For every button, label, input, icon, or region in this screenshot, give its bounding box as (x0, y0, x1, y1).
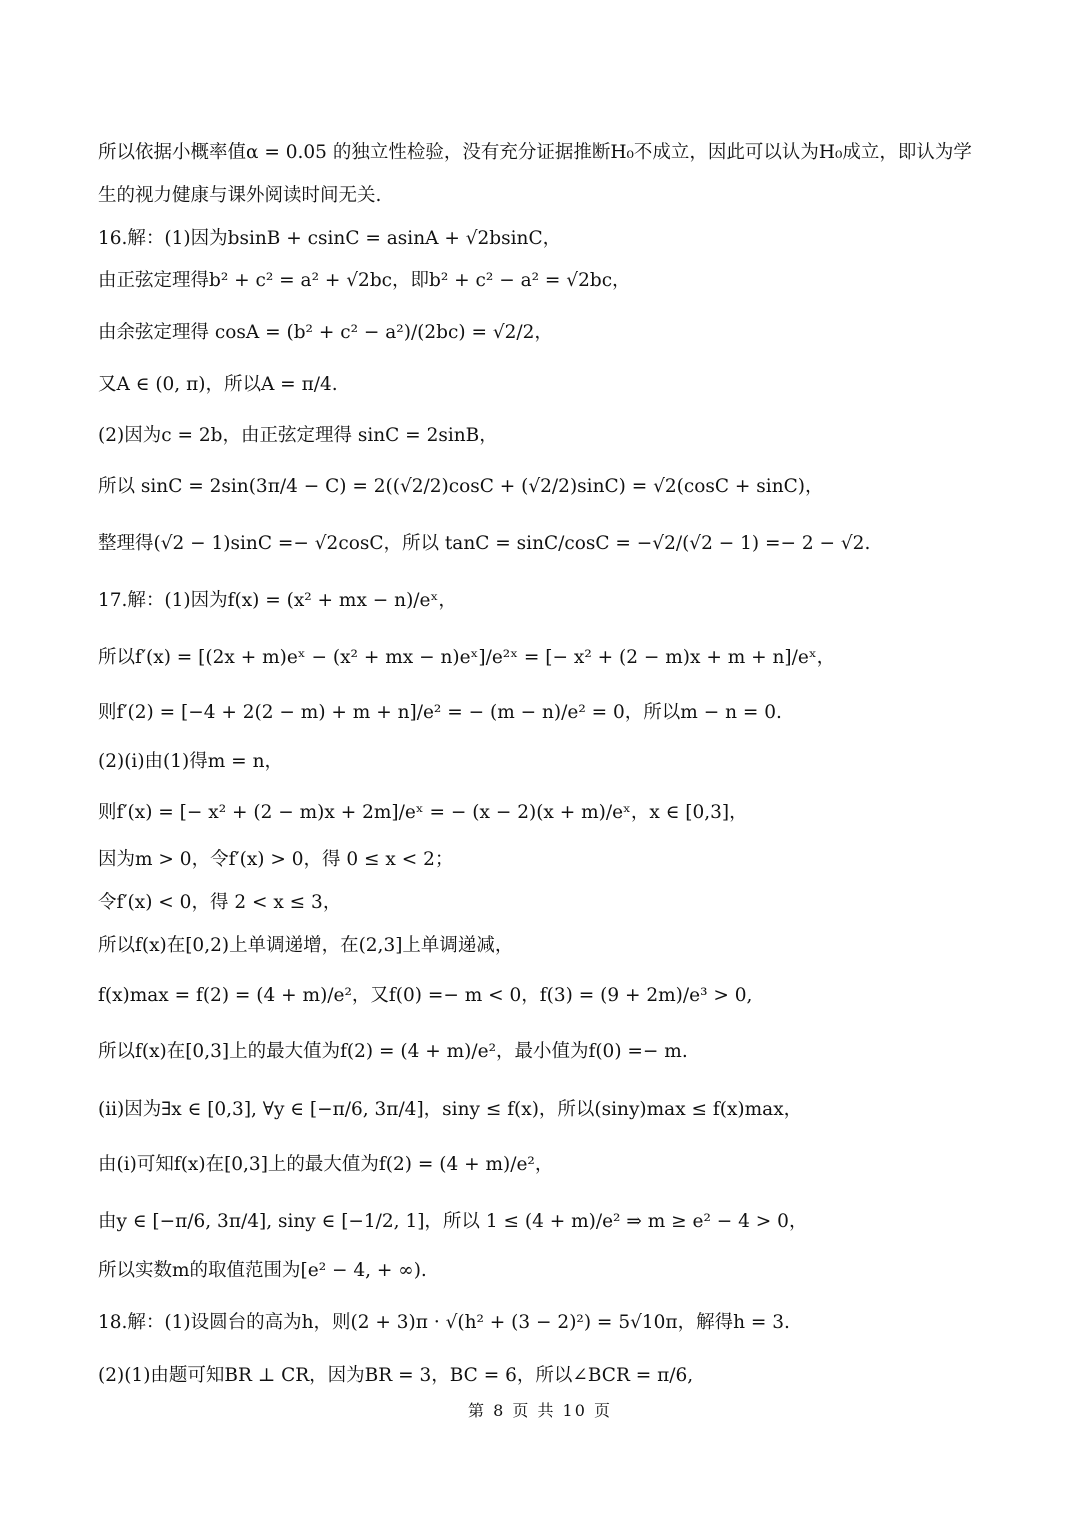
text-line: 所以f′(x) = [(2x + m)eˣ − (x² + mx − n)eˣ]/e²ˣ = [− x² + (2 − m)x + m + n]/eˣ， (98, 647, 836, 668)
text-line: 所以f(x)在[0,3]上的最大值为f(2) = (4 + m)/e²，最小值为f(0) =− m. (98, 1041, 688, 1062)
text-line: 由y ∈ [−π/6, 3π/4], siny ∈ [−1/2, 1]，所以 1 ≤ (4 + m)/e² ⇒ m ≥ e² − 4 > 0， (98, 1211, 808, 1232)
text-line: 由余弦定理得 cosA = (b² + c² − a²)/(2bc) = √2/2， (98, 322, 553, 343)
text-line: 由正弦定理得b² + c² = a² + √2bc，即b² + c² − a² = √2bc， (98, 270, 631, 291)
text-line: (2)(1)由题可知BR ⊥ CR，因为BR = 3，BC = 6，所以∠BCR = π/6, (98, 1365, 694, 1386)
text-line: 则f′(2) = [−4 + 2(2 − m) + m + n]/e² = − (m − n)/e² = 0，所以m − n = 0. (98, 702, 782, 723)
text-line: 整理得(√2 − 1)sinC =− √2cosC，所以 tanC = sinC/cosC = −√2/(√2 − 1) =− 2 − √2. (98, 533, 871, 554)
text-line: 因为m > 0，令f′(x) > 0，得 0 ≤ x < 2； (98, 849, 454, 870)
text-line: 所以实数m的取值范围为[e² − 4, + ∞). (98, 1260, 427, 1281)
text-line: 又A ∈ (0, π)，所以A = π/4. (98, 374, 338, 395)
text-line: 则f′(x) = [− x² + (2 − m)x + 2m]/eˣ = − (x − 2)(x + m)/eˣ，x ∈ [0,3]， (98, 802, 748, 823)
text-line: f(x)max = f(2) = (4 + m)/e²，又f(0) =− m < 0，f(3) = (9 + 2m)/e³ > 0, (98, 985, 753, 1006)
text-line: 所以依据小概率值α = 0.05 的独立性检验，没有充分证据推断H₀不成立，因此可以认为H₀成立，即认为学 (98, 142, 972, 163)
text-line: (ii)因为∃x ∈ [0,3], ∀y ∈ [−π/6, 3π/4]，siny ≤ f(x)，所以(siny)max ≤ f(x)max， (98, 1099, 803, 1120)
problem-18-heading: 18.解：(1)设圆台的高为h，则(2 + 3)π · √(h² + (3 − 2)²) = 5√10π，解得h = 3. (98, 1312, 790, 1333)
text-line: 所以f(x)在[0,2)上单调递增，在(2,3]上单调递减， (98, 935, 514, 956)
text-line: (2)因为c = 2b，由正弦定理得 sinC = 2sinB， (98, 425, 498, 446)
text-line: (2)(i)由(1)得m = n， (98, 751, 283, 772)
problem-16-heading: 16.解：(1)因为bsinB + csinC = asinA + √2bsinC， (98, 228, 562, 249)
text-line: 生的视力健康与课外阅读时间无关. (98, 185, 382, 206)
text-line: 令f′(x) < 0，得 2 < x ≤ 3， (98, 892, 342, 913)
text-line: 由(i)可知f(x)在[0,3]上的最大值为f(2) = (4 + m)/e²， (98, 1154, 554, 1175)
problem-17-heading: 17.解：(1)因为f(x) = (x² + mx − n)/eˣ， (98, 590, 457, 611)
page-footer: 第 8 页 共 10 页 (468, 1401, 612, 1420)
text-line: 所以 sinC = 2sin(3π/4 − C) = 2((√2/2)cosC + (√2/2)sinC) = √2(cosC + sinC)， (98, 476, 824, 497)
